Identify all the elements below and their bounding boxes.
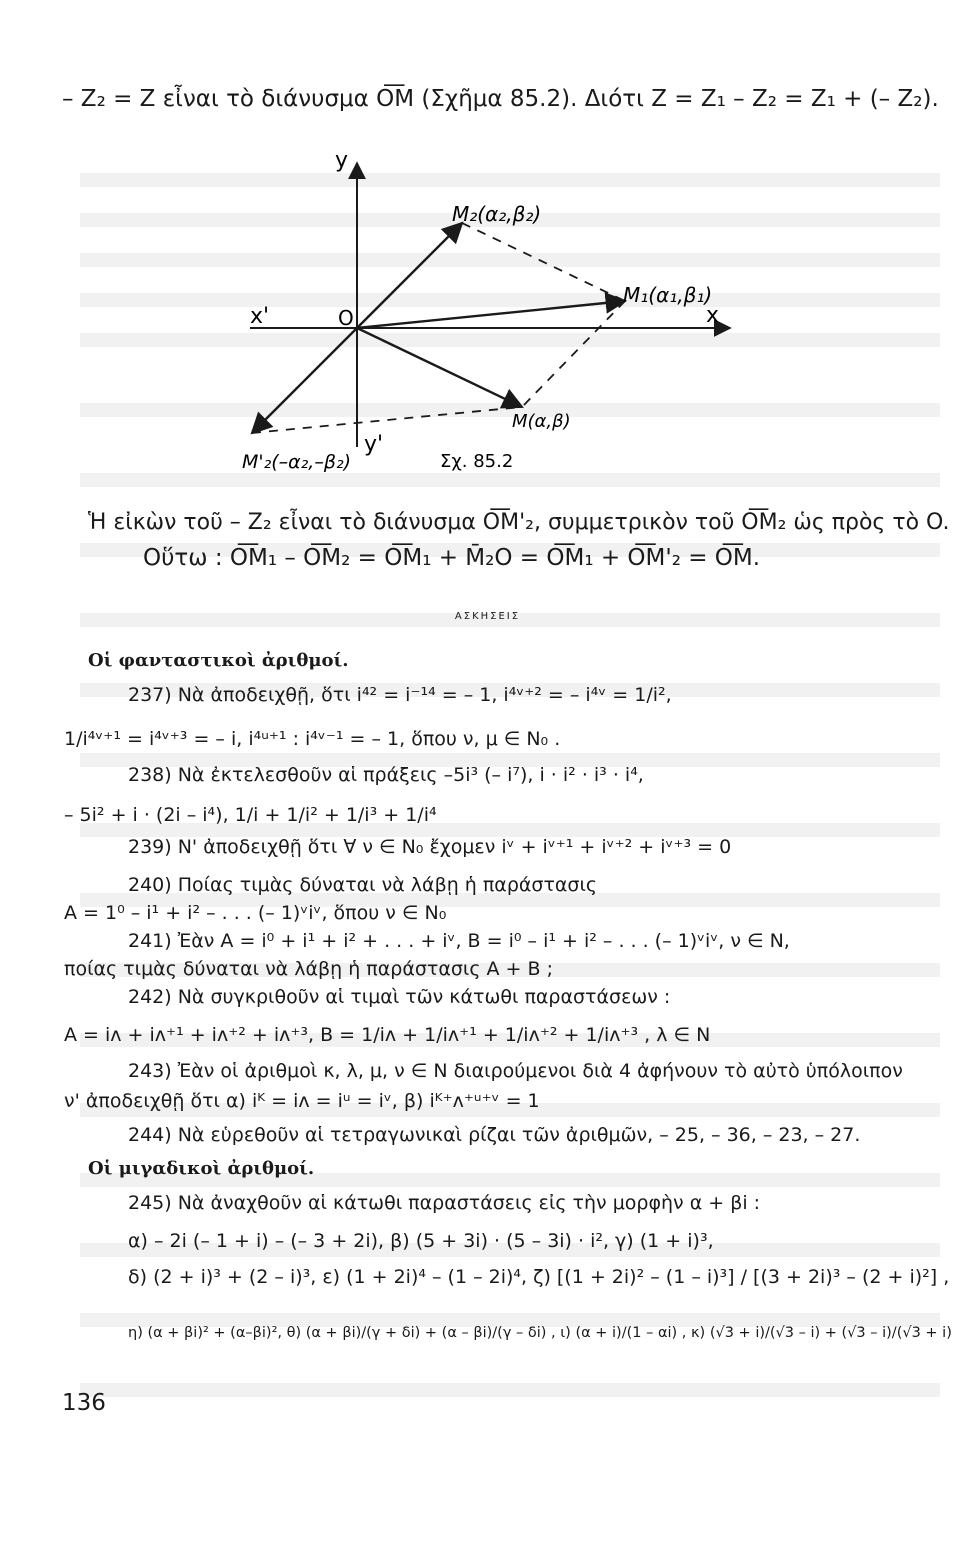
exercise-240-line-1: 240) Ποίας τιμὰς δύναται νὰ λάβῃ ἡ παράστασις bbox=[128, 874, 598, 896]
intro-line: – Z₂ = Z εἶναι τὸ διάνυσμα O͞M (Σχῆμα 85.2). Διότι Z = Z₁ – Z₂ = Z₁ + (– Z₂). bbox=[62, 86, 939, 112]
exercise-245: 245) Νὰ ἀναχθοῦν αἱ κάτωθι παραστάσεις εἰς τὴν μορφὴν α + βi : bbox=[128, 1192, 761, 1214]
label-m2-prime: M'₂(–α₂,–β₂) bbox=[242, 451, 351, 473]
label-m2: M₂(α₂,β₂) bbox=[452, 202, 542, 226]
exercise-238-line-1: 238) Νὰ ἐκτελεσθοῦν αἱ πράξεις –5i³ (– i⁷), i · i² · i³ · i⁴, bbox=[128, 764, 644, 786]
exercise-243-line-1: 243) Ἐὰν οἱ ἀριθμοὶ κ, λ, μ, ν ∈ N διαιρούμενοι διὰ 4 ἀφήνουν τὸ αὐτὸ ὑπόλοιπον bbox=[128, 1060, 903, 1082]
dashed-m2-m1 bbox=[462, 223, 625, 301]
dashed-m1-m bbox=[522, 301, 625, 407]
exercise-245-a-b-g: α) – 2i (– 1 + i) – (– 3 + 2i), β) (5 + 3i) · (5 – 3i) · i², γ) (1 + i)³, bbox=[128, 1230, 714, 1252]
label-m: M(α,β) bbox=[512, 411, 571, 432]
exercise-244: 244) Νὰ εὑρεθοῦν αἱ τετραγωνικαὶ ρίζαι τῶν ἀριθμῶν, – 25, – 36, – 23, – 27. bbox=[128, 1124, 861, 1146]
label-origin: O bbox=[338, 306, 354, 330]
exercise-239: 239) Ν' ἀποδειχθῇ ὅτι ∀ ν ∈ N₀ ἔχομεν iᵛ + iᵛ⁺¹ + iᵛ⁺² + iᵛ⁺³ = 0 bbox=[128, 836, 732, 858]
exercise-241-line-2: ποίας τιμὰς δύναται νὰ λάβῃ ἡ παράστασις A + B ; bbox=[64, 958, 553, 980]
label-x-prime: x' bbox=[250, 304, 270, 329]
exercise-237-line-2: 1/i⁴ᵛ⁺¹ = i⁴ᵛ⁺³ = – i, i⁴ᵘ⁺¹ : i⁴ᵛ⁻¹ = – 1, ὅπου ν, μ ∈ N₀ . bbox=[64, 728, 561, 750]
exercise-245-d-e-z: δ) (2 + i)³ + (2 – i)³, ε) (1 + 2i)⁴ – (1 – 2i)⁴, ζ) [(1 + 2i)² – (1 – i)³] / [(3 + 2i)³ – (2 + i)²] , bbox=[128, 1266, 950, 1288]
label-y-prime: y' bbox=[364, 432, 384, 457]
exercise-242-line-2: A = iᴧ + iᴧ⁺¹ + iᴧ⁺² + iᴧ⁺³, B = 1/iᴧ + 1/iᴧ⁺¹ + 1/iᴧ⁺² + 1/iᴧ⁺³ , λ ∈ N bbox=[64, 1024, 711, 1046]
label-x: x bbox=[706, 303, 720, 328]
image-line: Ἡ εἰκὼν τοῦ – Z₂ εἶναι τὸ διάνυσμα O͞M'₂, συμμετρικὸν τοῦ O͞M₂ ὡς πρὸς τὸ O. bbox=[88, 510, 950, 535]
vector-om2 bbox=[357, 223, 462, 328]
section-complex-numbers: Οἱ μιγαδικοὶ ἀριθμοί. bbox=[88, 1158, 315, 1179]
page-number: 136 bbox=[62, 1390, 106, 1416]
label-y: y bbox=[335, 148, 349, 173]
exercise-237-line-1: 237) Νὰ ἀποδειχθῇ, ὅτι i⁴² = i⁻¹⁴ = – 1, i⁴ᵛ⁺² = – i⁴ᵛ = 1/i², bbox=[128, 684, 672, 706]
exercise-238-line-2: – 5i² + i · (2i – i⁴), 1/i + 1/i² + 1/i³ + 1/i⁴ bbox=[64, 804, 437, 826]
outo-line: Οὕτω : O͞M₁ – O͞M₂ = O͞M₁ + M̄₂O = O͞M₁ + O͞M'₂ = O͞M. bbox=[143, 545, 761, 571]
exercise-243-line-2: ν' ἀποδειχθῇ ὅτι α) iᴷ = iᴧ = iᵘ = iᵛ, β) iᴷ⁺ᴧ⁺ᵘ⁺ᵛ = 1 bbox=[64, 1090, 540, 1112]
vector-om1 bbox=[357, 301, 625, 328]
figure-85-2 bbox=[230, 135, 750, 480]
exercise-242-line-1: 242) Νὰ συγκριθοῦν αἱ τιμαὶ τῶν κάτωθι παραστάσεων : bbox=[128, 986, 671, 1008]
dashed-m2p-m bbox=[252, 407, 522, 433]
exercises-heading: ΑΣΚΗΣΕΙΣ bbox=[454, 611, 521, 622]
exercise-245-h-th-i-k: η) (α + βi)² + (α–βi)², θ) (α + βi)/(γ + δi) + (α – βi)/(γ – δi) , ι) (α + i)/(1 – αi) , κ) (√3 + i)/(√3 – i) + (√3 – i)/(√3 + i) bbox=[128, 1325, 952, 1341]
exercise-241-line-1: 241) Ἐὰν A = i⁰ + i¹ + i² + . . . + iᵛ, B = i⁰ – i¹ + i² – . . . (– 1)ᵛiᵛ, ν ∈ N, bbox=[128, 930, 790, 952]
section-imaginary-numbers: Οἱ φανταστικοὶ ἀριθμοί. bbox=[88, 650, 349, 671]
label-m1: M₁(α₁,β₁) bbox=[623, 283, 713, 307]
vector-om2-prime bbox=[252, 328, 357, 433]
figure-caption: Σχ. 85.2 bbox=[440, 451, 514, 472]
exercise-240-line-2: A = 1⁰ – i¹ + i² – . . . (– 1)ᵛiᵛ, ὅπου ν ∈ N₀ bbox=[64, 902, 447, 924]
vector-om bbox=[357, 328, 522, 407]
